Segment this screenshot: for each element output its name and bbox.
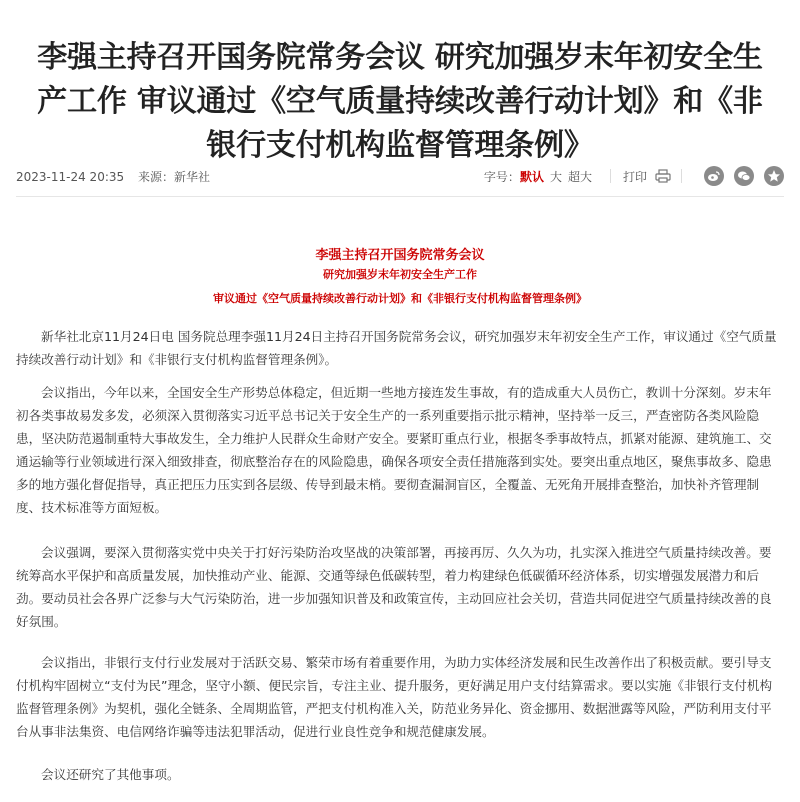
publish-date: 2023-11-24 20:35 bbox=[16, 170, 125, 184]
printer-icon bbox=[655, 169, 671, 183]
subheading-2: 研究加强岁末年初安全生产工作 bbox=[323, 268, 477, 281]
meta-divider bbox=[16, 196, 784, 197]
paragraph-5: 会议还研究了其他事项。 bbox=[41, 767, 180, 782]
qzone-icon[interactable] bbox=[764, 166, 784, 186]
weibo-icon[interactable] bbox=[704, 166, 724, 186]
font-size-large[interactable]: 大 bbox=[549, 169, 562, 184]
font-size-xlarge[interactable]: 超大 bbox=[567, 169, 592, 184]
article-meta bbox=[16, 166, 784, 188]
star-glyph bbox=[767, 169, 781, 183]
print-button[interactable] bbox=[623, 168, 671, 185]
font-size-label: 字号： bbox=[483, 169, 520, 184]
font-size-switcher bbox=[484, 168, 592, 185]
article-title: 李强主持召开国务院常务会议 研究加强岁末年初安全生产工作 审议通过《空气质量持续改善行动计划》和《非银行支付机构监督管理条例》 bbox=[37, 40, 763, 164]
paragraph-1: 新华社北京11月24日电 国务院总理李强11月24日主持召开国务院常务会议，研究加强岁末年初安全生产工作，审议通过《空气质量持续改善行动计划》和《非银行支付机构监督管理条例》。 bbox=[16, 329, 777, 367]
meta-separator bbox=[681, 169, 682, 183]
print-label: 打印 bbox=[622, 169, 647, 184]
wechat-glyph bbox=[737, 170, 751, 182]
paragraph-3: 会议强调，要深入贯彻落实党中央关于打好污染防治攻坚战的决策部署，再接再厉、久久为功，扎实深入推进空气质量持续改善。要统筹高水平保护和高质量发展，加快推动产业、能源、交通等绿色低碳转型，着力构建绿色低碳循环经济体系，切实增强发展潜力和后劲。要动员社会各界广泛参与大气污染防治，进一步加强知识普及和政策宣传，主动回应社会关切，营造共同促进空气质量持续改善的良好氛围。 bbox=[16, 545, 772, 629]
meta-separator bbox=[610, 169, 611, 183]
subheading-1: 李强主持召开国务院常务会议 bbox=[315, 248, 485, 263]
meta-right bbox=[484, 166, 784, 186]
subheading-3: 审议通过《空气质量持续改善行动计划》和《非银行支付机构监督管理条例》 bbox=[213, 292, 587, 305]
paragraph-4: 会议指出，非银行支付行业发展对于活跃交易、繁荣市场有着重要作用，为助力实体经济发展和民生改善作出了积极贡献。要引导支付机构牢固树立“支付为民”理念，坚守小额、便民宗旨，专注主业、提升服务，更好满足用户支付结算需求。要以实施《非银行支付机构监督管理条例》为契机，强化全链条、全周期监管，严把支付机构准入关，防范业务异化、资金挪用、数据泄露等风险，严防利用支付平台从事非法集资、电信网络诈骗等违法犯罪活动，促进行业良性竞争和规范健康发展。 bbox=[16, 655, 773, 739]
wechat-icon[interactable] bbox=[734, 166, 754, 186]
paragraph-2: 会议指出，今年以来，全国安全生产形势总体稳定，但近期一些地方接连发生事故，有的造成重大人员伤亡，教训十分深刻。岁末年初各类事故易发多发，必须深入贯彻落实习近平总书记关于安全生产的一系列重要指示批示精神，坚持举一反三，严查密防各类风险隐患，坚决防范遏制重特大事故发生，全力维护人民群众生命财产安全。要紧盯重点行业，根据冬季事故特点，抓紧对能源、建筑施工、交通运输等行业领域进行深入细致排查，彻底整治存在的风险隐患，确保各项安全责任措施落到实处。要突出重点地区，聚焦事故多、隐患多的地方强化督促指导，真正把压力压实到各层级、传导到最末梢。要彻查漏洞盲区，全覆盖、无死角开展排查整治，加快补齐管理制度、技术标准等方面短板。 bbox=[16, 385, 772, 515]
font-size-default[interactable]: 默认 bbox=[519, 169, 544, 184]
source-label: 来源： bbox=[137, 170, 174, 184]
source-name: 新华社 bbox=[173, 170, 210, 184]
weibo-glyph bbox=[707, 170, 721, 182]
meta-left bbox=[16, 168, 220, 185]
